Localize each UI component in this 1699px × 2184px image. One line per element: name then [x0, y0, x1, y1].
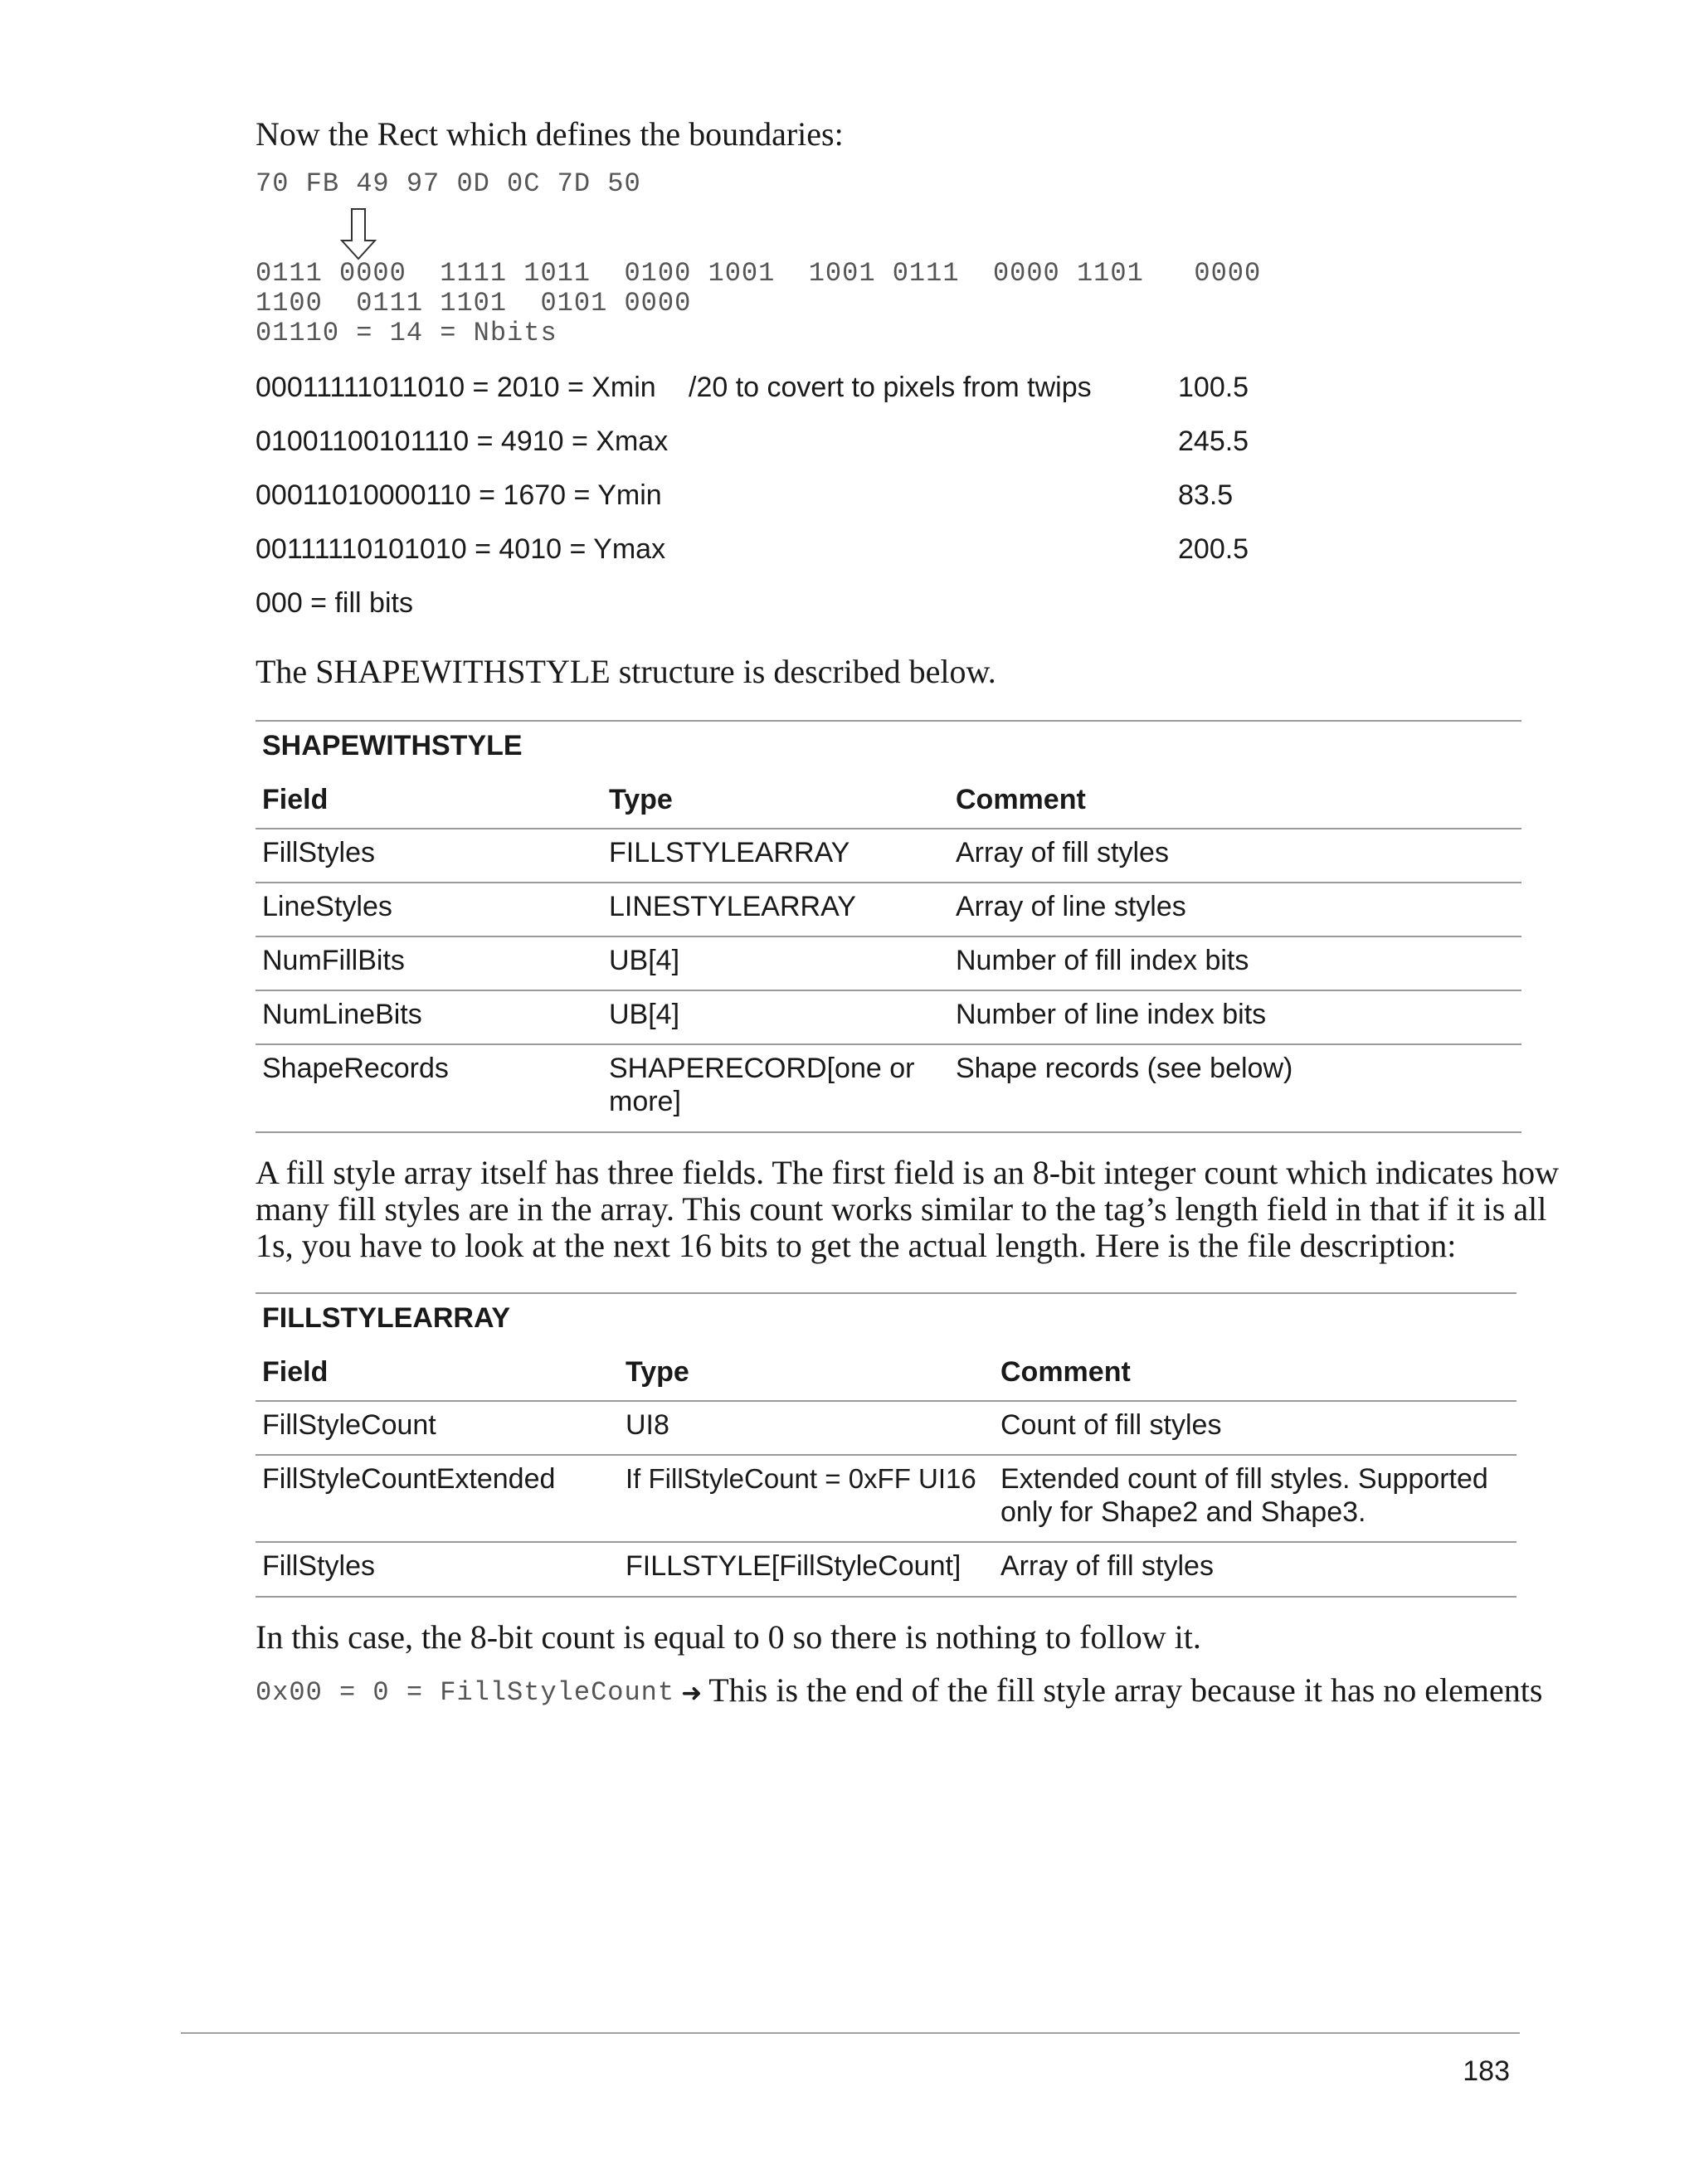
table-rule: [256, 990, 1521, 991]
footer-rule: [181, 2032, 1520, 2034]
table-cell: Array of line styles: [956, 891, 1186, 922]
binary-line-1: 0111 0000 1111 1011 0100 1001 1001 0111 0000 1101 0000: [256, 258, 1262, 289]
fill-paragraph-line-1: A fill style array itself has three fields. The first field is an 8-bit integer count which indicates how: [256, 1154, 1560, 1191]
table-cell: FillStyleCount: [262, 1409, 436, 1441]
table-cell: Count of fill styles: [1000, 1409, 1222, 1441]
table-cell: FILLSTYLEARRAY: [609, 837, 850, 868]
header-type: Type: [626, 1356, 689, 1388]
rect-pixels: 100.5: [1178, 372, 1249, 403]
table-rule: [256, 1400, 1516, 1402]
table-rule: [256, 936, 1521, 937]
shapewithstyle-table: [256, 720, 1521, 1135]
arrow-icon: ➜: [681, 1680, 703, 1707]
shape-intro: The SHAPEWITHSTYLE structure is described below.: [256, 653, 996, 690]
table-cell: ShapeRecords: [262, 1053, 449, 1084]
final-code: 0x00 = 0 = FillStyleCount: [256, 1677, 675, 1708]
header-type: Type: [609, 784, 673, 815]
table-rule: [256, 1541, 1516, 1543]
table-cell: If FillStyleCount = 0xFF UI16: [626, 1463, 976, 1494]
count-sentence: In this case, the 8-bit count is equal to 0 so there is nothing to follow it.: [256, 1618, 1201, 1656]
table-cell: FillStyleCountExtended: [262, 1463, 556, 1495]
table-rule: [256, 1131, 1521, 1133]
table-cell: Number of fill index bits: [956, 945, 1249, 976]
table-rule: [256, 1292, 1516, 1294]
rect-bits: 00011010000110 = 1670 = Ymin: [256, 479, 662, 511]
rect-pixels: 83.5: [1178, 479, 1234, 511]
header-field: Field: [262, 784, 329, 815]
table-cell: FillStyles: [262, 837, 376, 868]
table-cell: FillStyles: [262, 1550, 376, 1582]
table-cell: Array of fill styles: [956, 837, 1169, 868]
table-cell: Number of line index bits: [956, 999, 1267, 1030]
rect-bits: 00011111011010 = 2010 = Xmin: [256, 372, 656, 403]
table-caption: SHAPEWITHSTYLE: [262, 730, 523, 761]
rect-bits: 00111110101010 = 4010 = Ymax: [256, 533, 666, 565]
rect-row-xmax: [256, 426, 1301, 459]
table-cell: LINESTYLEARRAY: [609, 891, 856, 922]
table-cell: SHAPERECORD[one or more]: [609, 1053, 915, 1117]
rect-bits: 01001100101110 = 4910 = Xmax: [256, 426, 669, 457]
fill-paragraph-line-3: 1s, you have to look at the next 16 bits to get the actual length. Here is the file description:: [256, 1227, 1457, 1264]
table-cell: NumLineBits: [262, 999, 422, 1030]
table-cell: LineStyles: [262, 891, 392, 922]
table-caption: FILLSTYLEARRAY: [262, 1302, 511, 1334]
hex-bytes: 70 FB 49 97 0D 0C 7D 50: [256, 168, 641, 199]
table-cell: Array of fill styles: [1000, 1550, 1214, 1582]
header-field: Field: [262, 1356, 329, 1388]
final-line: [256, 1672, 1542, 1710]
table-cell: UB[4]: [609, 999, 680, 1030]
header-comment: Comment: [956, 784, 1086, 815]
page-number: 183: [1463, 2055, 1510, 2087]
table-rule: [256, 882, 1521, 883]
rect-pixels: 200.5: [1178, 533, 1249, 565]
table-cell: FILLSTYLE[FillStyleCount]: [626, 1550, 961, 1582]
rect-row-xmin: [256, 372, 1301, 405]
final-text: This is the end of the fill style array because it has no elements: [708, 1671, 1543, 1709]
table-cell: Shape records (see below): [956, 1053, 1293, 1084]
table-cell: UI8: [626, 1409, 669, 1441]
intro-heading: Now the Rect which defines the boundaries:: [256, 115, 844, 153]
header-comment: Comment: [1000, 1356, 1131, 1388]
binary-line-2: 1100 0111 1101 0101 0000: [256, 288, 692, 319]
rect-note: /20 to covert to pixels from twips: [689, 372, 1092, 403]
table-rule: [256, 828, 1521, 829]
rect-row-fill-bits: [256, 587, 1301, 620]
table-cell: Extended count of fill styles. Supported only for Shape2 and Shape3.: [1000, 1463, 1488, 1528]
table-rule: [256, 1043, 1521, 1045]
binary-line-3: 01110 = 14 = Nbits: [256, 318, 557, 348]
rect-row-ymin: [256, 479, 1301, 513]
down-arrow-icon: [340, 207, 377, 260]
table-rule: [256, 1596, 1516, 1598]
rect-bits: 000 = fill bits: [256, 587, 413, 619]
table-rule: [256, 1454, 1516, 1456]
table-cell: NumFillBits: [262, 945, 405, 976]
fill-paragraph-line-2: many fill styles are in the array. This count works similar to the tag’s length field in that if it is all: [256, 1190, 1547, 1228]
table-rule: [256, 720, 1521, 722]
rect-row-ymax: [256, 533, 1301, 567]
fillstylearray-table: [256, 1292, 1516, 1604]
table-cell: UB[4]: [609, 945, 680, 976]
rect-pixels: 245.5: [1178, 426, 1249, 457]
